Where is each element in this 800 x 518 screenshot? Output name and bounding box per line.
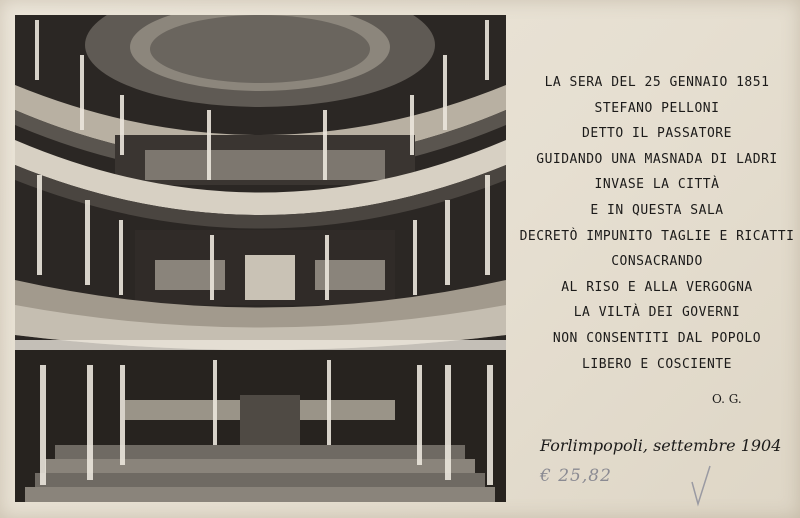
- inscription-line: AL RISO E ALLA VERGOGNA: [561, 279, 753, 295]
- inscription-line: GUIDANDO UNA MASNADA DI LADRI: [536, 151, 778, 167]
- pencil-price-note: € 25,82: [540, 466, 612, 486]
- place-date-caption: Forlimpopoli, settembre 1904: [540, 436, 782, 455]
- inscription-line: INVASE LA CITTÀ: [594, 177, 720, 193]
- inscription-line: STEFANO PELLONI: [594, 100, 720, 116]
- inscription-line: DECRETÒ IMPUNITO TAGLIE E RICATTI: [519, 228, 795, 244]
- inscription-line: E IN QUESTA SALA: [590, 202, 724, 218]
- inscription-line: LA SERA DEL 25 GENNAIO 1851: [544, 75, 770, 90]
- memorial-inscription: [512, 70, 800, 377]
- inscription-line: CONSACRANDO: [611, 254, 703, 270]
- theatre-photo: [15, 15, 506, 502]
- inscription-line: DETTO IL PASSATORE: [582, 126, 732, 142]
- pencil-check-mark: [680, 462, 720, 512]
- inscription-line: LIBERO E COSCIENTE: [582, 356, 732, 372]
- inscription-line: LA VILTÀ DEI GOVERNI: [573, 305, 741, 321]
- theatre-interior-illustration: [15, 15, 506, 502]
- inscription-line: NON CONSENTITI DAL POPOLO: [552, 330, 762, 346]
- author-initials: O. G.: [712, 392, 742, 406]
